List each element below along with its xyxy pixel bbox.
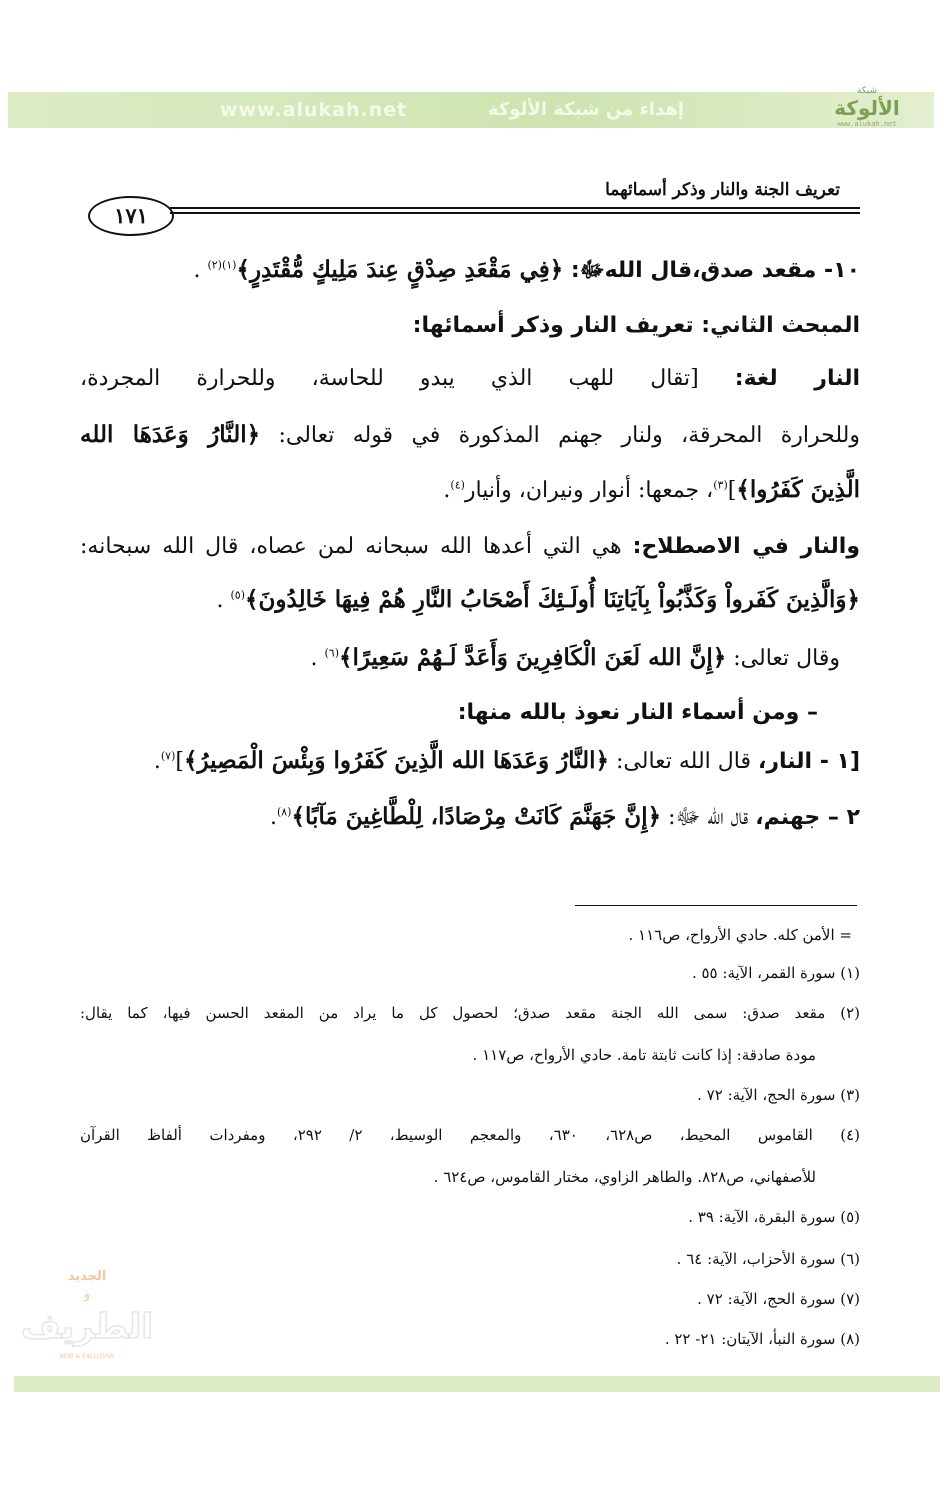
footer-bar xyxy=(14,1376,940,1392)
paragraph-line: وللحرارة المحرقة، ولنار جهنم المذكورة في قوله تعالى: ﴿النَّارُ وَعَدَهَا الله xyxy=(80,421,860,448)
quran-verse: ﴿فِي مَقْعَدِ صِدْقٍ عِندَ مَلِيكٍ مُّقْتَدِرٍ﴾ xyxy=(236,256,564,283)
footnote: (٣) سورة الحج، الآية: ٧٢ . xyxy=(697,1086,860,1104)
logo-top-text: شبكة xyxy=(856,86,878,96)
watermark-main: الطريف xyxy=(21,1307,153,1347)
paragraph-line: ﴿وَالَّذِينَ كَفَرواْ وَكَذَّبُواْ بِآيَاتِنَا أُولَـئِكَ أَصْحَابُ النَّارِ هُمْ فِيهَا خَالِدُونَ﴾$^{(٥)}$ . xyxy=(216,586,860,613)
footnote: (٥) سورة البقرة، الآية: ٣٩ . xyxy=(688,1208,860,1226)
paragraph-line: والنار في الاصطلاح: هي التي أعدها الله سبحانه لمن عصاه، قال الله سبحانه: xyxy=(80,534,860,559)
quran-verse: الَّذِينَ كَفَرُوا﴾ xyxy=(736,476,860,503)
quran-verse: ﴿إِنَّ جَهَنَّمَ كَانَتْ مِرْصَادًا، لِلْطَّاغِينَ مَآبًا﴾ xyxy=(291,803,662,830)
footnote-continuation: مودة صادقة: إذا كانت ثابتة تامة. حادي الأرواح، ص١١٧ . xyxy=(472,1046,816,1064)
quran-verse: ﴿وَالَّذِينَ كَفَرواْ وَكَذَّبُواْ بِآيَاتِنَا أُولَـئِكَ أَصْحَابُ النَّارِ هُمْ فِيهَا خَالِدُونَ﴾ xyxy=(245,586,860,613)
site-url: www.alukah.net xyxy=(220,99,408,121)
quran-verse: ﴿إِنَّ الله لَعَنَ الْكَافِرِينَ وَأَعَدَّ لَـهُمْ سَعِيرًا﴾ xyxy=(339,644,727,671)
item-10: ١٠- مقعد صدق،قال اللهﷻ: ﴿فِي مَقْعَدِ صِدْقٍ عِندَ مَلِيكٍ مُّقْتَدِرٍ﴾$^{(١)(٢)}$ . xyxy=(193,256,860,283)
footnote: (٤) القاموس المحيط، ص٦٢٨، ٦٣٠، والمعجم الوسيط، ٢/ ٢٩٢، ومفردات ألفاظ القرآن xyxy=(80,1126,861,1144)
subsection-heading: – ومن أسماء النار نعوذ بالله منها: xyxy=(457,700,818,725)
list-item: ٢ – جهنم، قال الله ﷻ: ﴿إِنَّ جَهَنَّمَ كَانَتْ مِرْصَادًا، لِلْطَّاغِينَ مَآبًا﴾$^{(٨)}$. xyxy=(269,803,860,830)
watermark-top: الجديد xyxy=(67,1269,107,1284)
watermark-logo xyxy=(21,1262,153,1368)
paragraph-line: الَّذِينَ كَفَرُوا﴾]$^{(٣)}$، جمعها: أنوار ونيران، وأنيار$^{(٤)}$. xyxy=(443,476,860,503)
footnote: (١) سورة القمر، الآية: ٥٥ . xyxy=(691,964,860,982)
logo-name: الألوكة xyxy=(834,96,900,120)
running-header: تعريف الجنة والنار وذكر أسمائهما xyxy=(605,180,840,200)
logo-sub: www.alukah.net xyxy=(837,120,897,128)
paragraph-line: وقال تعالى: ﴿إِنَّ الله لَعَنَ الْكَافِرِينَ وَأَعَدَّ لَـهُمْ سَعِيرًا﴾$^{(٦)}$ . xyxy=(310,644,840,671)
list-item: [١ - النار، قال الله تعالى: ﴿النَّارُ وَعَدَهَا الله الَّذِينَ كَفَرُوا وَبِئْسَ الْمَصِيرُ﴾]$^{(٧)}$. xyxy=(153,747,860,774)
banner-dedication: إهداء من شبكة الألوكة xyxy=(488,99,684,120)
footnote-ref: (١)(٢) xyxy=(207,258,237,272)
footnote: (٧) سورة الحج، الآية: ٧٢ . xyxy=(697,1290,860,1308)
footnote: (٦) سورة الأحزاب، الآية: ٦٤ . xyxy=(676,1250,860,1268)
footnote: = الأمن كله. حادي الأرواح، ص١١٦ . xyxy=(628,926,852,944)
footnote: (٢) مقعد صدق: سمى الله الجنة مقعد صدق؛ لحصول كل ما يراد من المقعد الحسن فيها، كما يقال: xyxy=(80,1004,860,1022)
footnote: (٨) سورة النبأ، الآيتان: ٢١- ٢٢ . xyxy=(664,1330,860,1348)
footnotes xyxy=(80,0,860,1370)
paragraph-line: النار لغة: [تقال للهب الذي يبدو للحاسة، وللحرارة المجردة، xyxy=(80,366,860,391)
watermark-mid: و xyxy=(83,1287,91,1302)
section-heading: المبحث الثاني: تعريف النار وذكر أسمائها: xyxy=(412,313,860,338)
watermark-sub: NEW & EXCLUSIVE xyxy=(59,1353,115,1360)
quran-verse: ﴿النَّارُ وَعَدَهَا الله الَّذِينَ كَفَرُوا وَبِئْسَ الْمَصِيرُ﴾ xyxy=(183,747,609,774)
footnote-continuation: للأصفهاني، ص٨٢٨. والطاهر الزاوي، مختار القاموس، ص٦٢٤ . xyxy=(433,1168,816,1186)
page-number: ١٧١ xyxy=(88,196,174,236)
quran-verse: ﴿النَّارُ وَعَدَهَا الله xyxy=(80,421,261,448)
